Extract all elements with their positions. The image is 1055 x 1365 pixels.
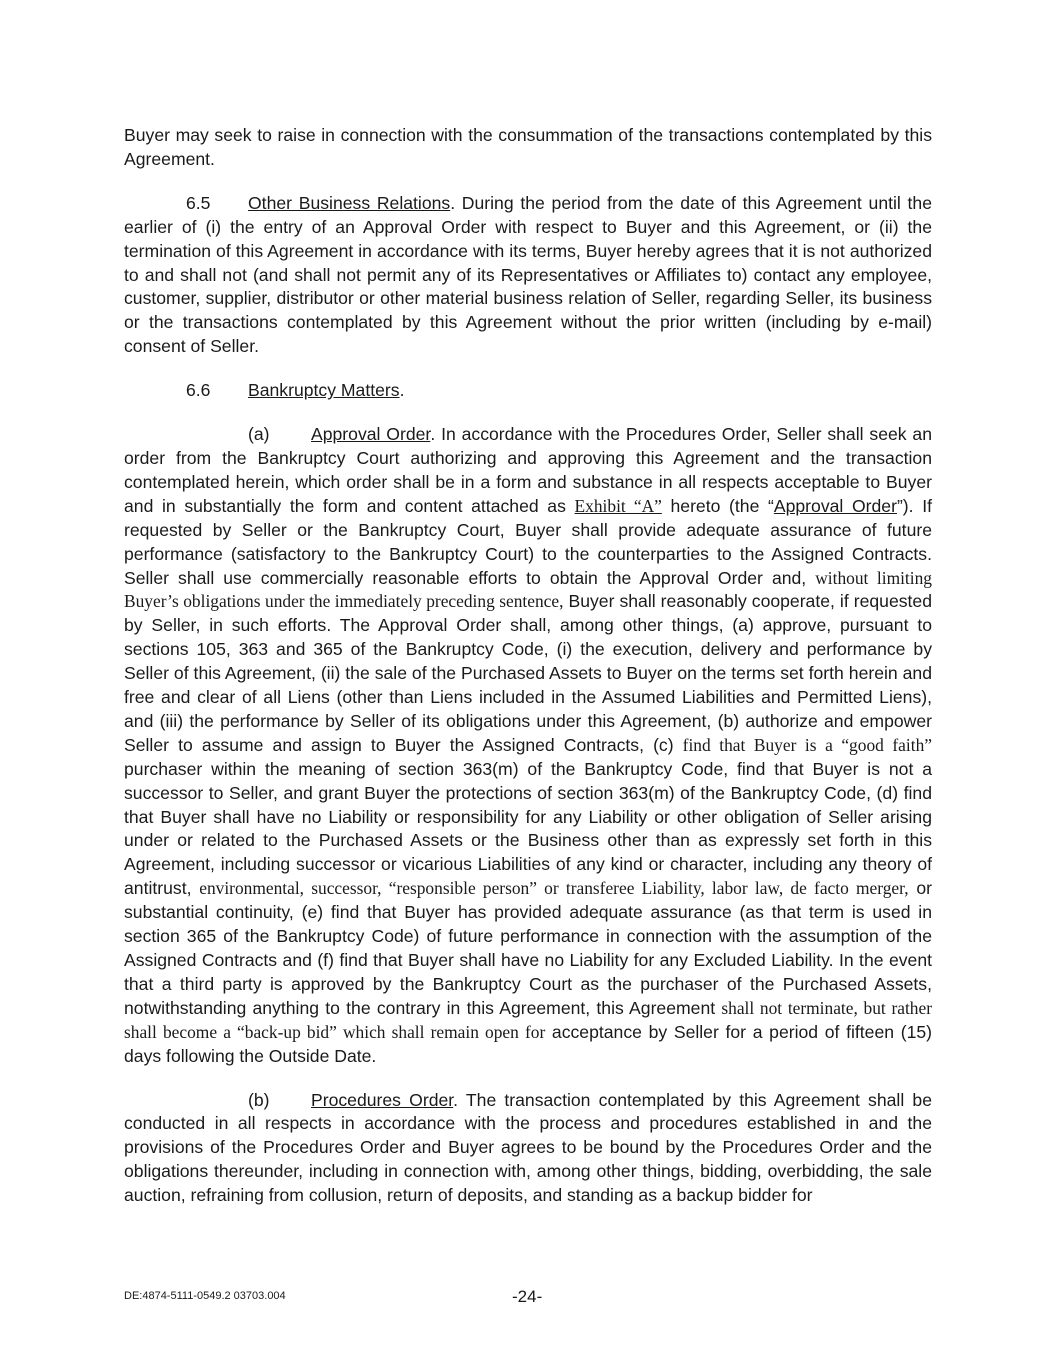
continuation-paragraph: Buyer may seek to raise in connection with the consummation of the transactions contemplated by this Agreement. bbox=[124, 125, 932, 169]
text-run: acceptance by Seller for a period of fifteen (15) days following the Outside Date. bbox=[124, 1021, 932, 1066]
text-run-serif: shall not terminate, but rather shall become a “back-up bid” which shall remain open for bbox=[124, 997, 932, 1042]
document-id: DE:4874-5111-0549.2 03703.004 bbox=[124, 1290, 286, 1302]
subsection-heading: Procedures Order bbox=[311, 1089, 454, 1110]
subsection-label: (b) bbox=[248, 1089, 270, 1110]
text-run: purchaser within the meaning of section 363(m) of the Bankruptcy Code, find that Buyer is not a successor to Seller, and grant Buyer the protections of section 363(m) of the Bankruptcy Code, (d) find that Buyer shall have no Liability or responsibility for any Liability or other obligation of Seller arising under or related to the Purchased Assets or the Business other than as expressly set forth in this Agreement, including successor or vicarious Liabilities of any kind or character, including any theory of antitrust, bbox=[124, 758, 932, 899]
subsection-heading: Approval Order bbox=[311, 424, 431, 445]
text-run: hereto (the “ bbox=[661, 495, 774, 516]
section-heading: Other Business Relations bbox=[248, 192, 451, 213]
section-number: 6.5 bbox=[186, 192, 211, 213]
subsection-b bbox=[124, 1089, 932, 1209]
section-6-6 bbox=[124, 379, 932, 403]
section-number: 6.6 bbox=[186, 380, 211, 401]
document-page bbox=[124, 124, 932, 1208]
text-run-serif: environmental, successor, “responsible person” or transferee Liability, labor law, de facto merger, bbox=[199, 878, 909, 899]
section-body: . During the period from the date of this Agreement until the earlier of (i) the entry of an Approval Order with respect to Buyer and this Agreement, or (ii) the termination of this Agreement in accordance with its terms, Buyer hereby agrees that it is not authorized to and shall not (and shall not permit any of its Representatives or Affiliates to) contact any employee, customer, supplier, distributor or other material business relation of Seller, regarding Seller, its business or the transactions contemplated by this Agreement without the prior written (including by e-mail) consent of Seller. bbox=[124, 192, 932, 357]
page-footer bbox=[124, 1287, 932, 1307]
subsection-label: (a) bbox=[248, 424, 270, 445]
text-run-serif: without limiting Buyer’s obligations under the immediately preceding sentence, bbox=[124, 567, 932, 612]
section-heading: Bankruptcy Matters bbox=[248, 380, 400, 401]
defined-term: Approval Order bbox=[773, 495, 897, 516]
heading-punct: . bbox=[399, 380, 405, 401]
text-run: ”). If requested by Seller or the Bankruptcy Court, Buyer shall provide adequate assurance of future performance (satisfactory to the Bankruptcy Court) to the counterparties to the Assigned Contracts. Seller shall use commercially reasonable efforts to obtain the Approval Order and, bbox=[124, 495, 932, 588]
text-run-serif: find that Buyer is a “good faith” bbox=[682, 734, 932, 755]
subsection-a bbox=[124, 423, 932, 1068]
section-6-5 bbox=[124, 192, 932, 359]
text-run: . The transaction contemplated by this Agreement shall be conducted in all respects in accordance with the process and procedures established in and the provisions of the Procedures Order and Buyer agrees to be bound by the Procedures Order and the obligations thereunder, including in connection with, among other things, bidding, overbidding, the sale auction, refraining from collusion, return of deposits, and standing as a backup bidder for bbox=[124, 1089, 932, 1206]
exhibit-reference: Exhibit “A” bbox=[574, 495, 662, 516]
text-run: or substantial continuity, (e) find that Buyer has provided adequate assurance (as that term is used in section 365 of the Bankruptcy Code) of future performance in connection with the assumption of the Assigned Contracts and (f) find that Buyer shall have no Liability for any Excluded Liability. In the event that a third party is approved by the Bankruptcy Court as the purchaser of the Purchased Assets, notwithstanding anything to the contrary in this Agreement, this Agreement bbox=[124, 878, 932, 1018]
text-run: Buyer shall reasonably cooperate, if requested by Seller, in such efforts. The Approval Order shall, among other things, (a) approve, pursuant to sections 105, 363 and 365 of the Bankruptcy Code, (i) the execution, delivery and performance by Seller of this Agreement, (ii) the sale of the Purchased Assets to Buyer on the terms set forth herein and free and clear of all Liens (other than Liens included in the Assumed Liabilities and Permitted Liens), and (iii) the performance by Seller of its obligations under this Agreement, (b) authorize and empower Seller to assume and assign to Buyer the Assigned Contracts, (c) bbox=[124, 591, 932, 755]
page-number: -24- bbox=[512, 1287, 543, 1306]
text-run: . In accordance with the Procedures Order, Seller shall seek an order from the Bankruptcy Court authorizing and approving this Agreement and the transaction contemplated herein, which order shall be in a form and substance in all respects acceptable to Buyer and in substantially the form and content attached as bbox=[124, 424, 933, 516]
